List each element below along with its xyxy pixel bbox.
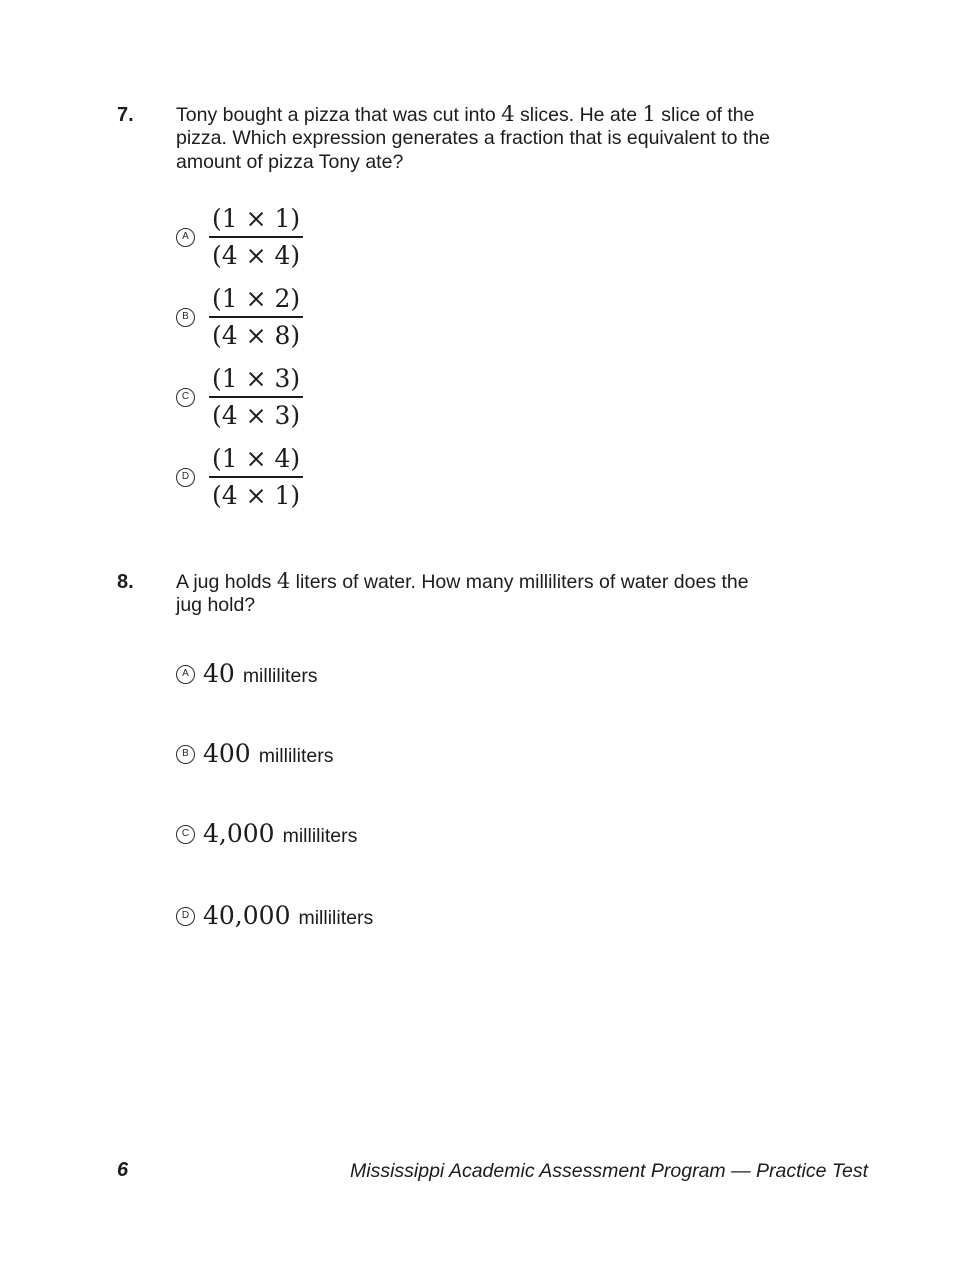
fraction — [209, 363, 303, 431]
question-7-line-3: amount of pizza Tony ate? — [176, 150, 404, 173]
choice-value: 4,000 — [203, 819, 275, 848]
choice-letter-circle: C — [176, 388, 195, 407]
fraction — [209, 443, 303, 511]
q7-choice-d — [176, 442, 303, 512]
choice-unit: milliliters — [298, 907, 374, 929]
fraction-numerator: (1 × 1) — [209, 203, 303, 238]
fraction-numerator: (1 × 2) — [209, 283, 303, 318]
question-7-line-1 — [176, 104, 770, 127]
q7-choice-b — [176, 282, 303, 352]
question-7-number: 7. — [117, 104, 134, 126]
choice-letter-circle: C — [176, 825, 195, 844]
fraction — [209, 203, 303, 271]
choice-letter-circle: D — [176, 907, 195, 926]
choice-unit: milliliters — [282, 825, 358, 847]
fraction-numerator: (1 × 3) — [209, 363, 303, 398]
choice-letter-circle: B — [176, 308, 195, 327]
text-segment: A jug holds — [176, 571, 277, 593]
choice-letter-circle: D — [176, 468, 195, 487]
question-7-text — [176, 104, 770, 174]
question-7-line-2: pizza. Which expression generates a fraction that is equivalent to the — [176, 127, 770, 150]
text-segment: slices. He ate — [514, 104, 643, 126]
math-number: 4 — [276, 569, 291, 593]
choice-unit: milliliters — [258, 745, 334, 767]
fraction-denominator: (4 × 4) — [212, 241, 301, 270]
question-8-number: 8. — [117, 571, 134, 593]
q8-choice-d — [176, 902, 373, 930]
math-number: 1 — [642, 102, 656, 126]
q7-choice-a — [176, 202, 303, 272]
question-8-text — [176, 571, 749, 618]
q7-choice-c — [176, 362, 303, 432]
fraction-denominator: (4 × 8) — [212, 321, 301, 350]
fraction-numerator: (1 × 4) — [209, 443, 303, 478]
text-segment: Tony bought a pizza that was cut into — [176, 104, 502, 126]
choice-value: 40,000 — [203, 901, 291, 930]
footer-page-number: 6 — [117, 1159, 129, 1181]
fraction-denominator: (4 × 1) — [212, 481, 301, 510]
question-8-line-1 — [176, 571, 749, 594]
choice-letter-circle: B — [176, 745, 195, 764]
fraction — [209, 283, 303, 351]
q8-choice-c — [176, 820, 357, 848]
choice-value: 400 — [203, 739, 251, 768]
q8-choice-a — [176, 660, 318, 688]
math-number: 4 — [501, 102, 515, 126]
text-segment: slice of the — [655, 104, 755, 126]
footer-document-title: Mississippi Academic Assessment Program — Practice Test — [350, 1160, 868, 1182]
choice-value: 40 — [203, 659, 235, 688]
choice-unit: milliliters — [242, 665, 318, 687]
q8-choice-b — [176, 740, 333, 768]
text-segment: liters of water. How many milliliters of water does the — [290, 571, 749, 593]
choice-letter-circle: A — [176, 228, 195, 247]
choice-letter-circle: A — [176, 665, 195, 684]
question-8-line-2: jug hold? — [176, 594, 256, 617]
fraction-denominator: (4 × 3) — [212, 401, 301, 430]
